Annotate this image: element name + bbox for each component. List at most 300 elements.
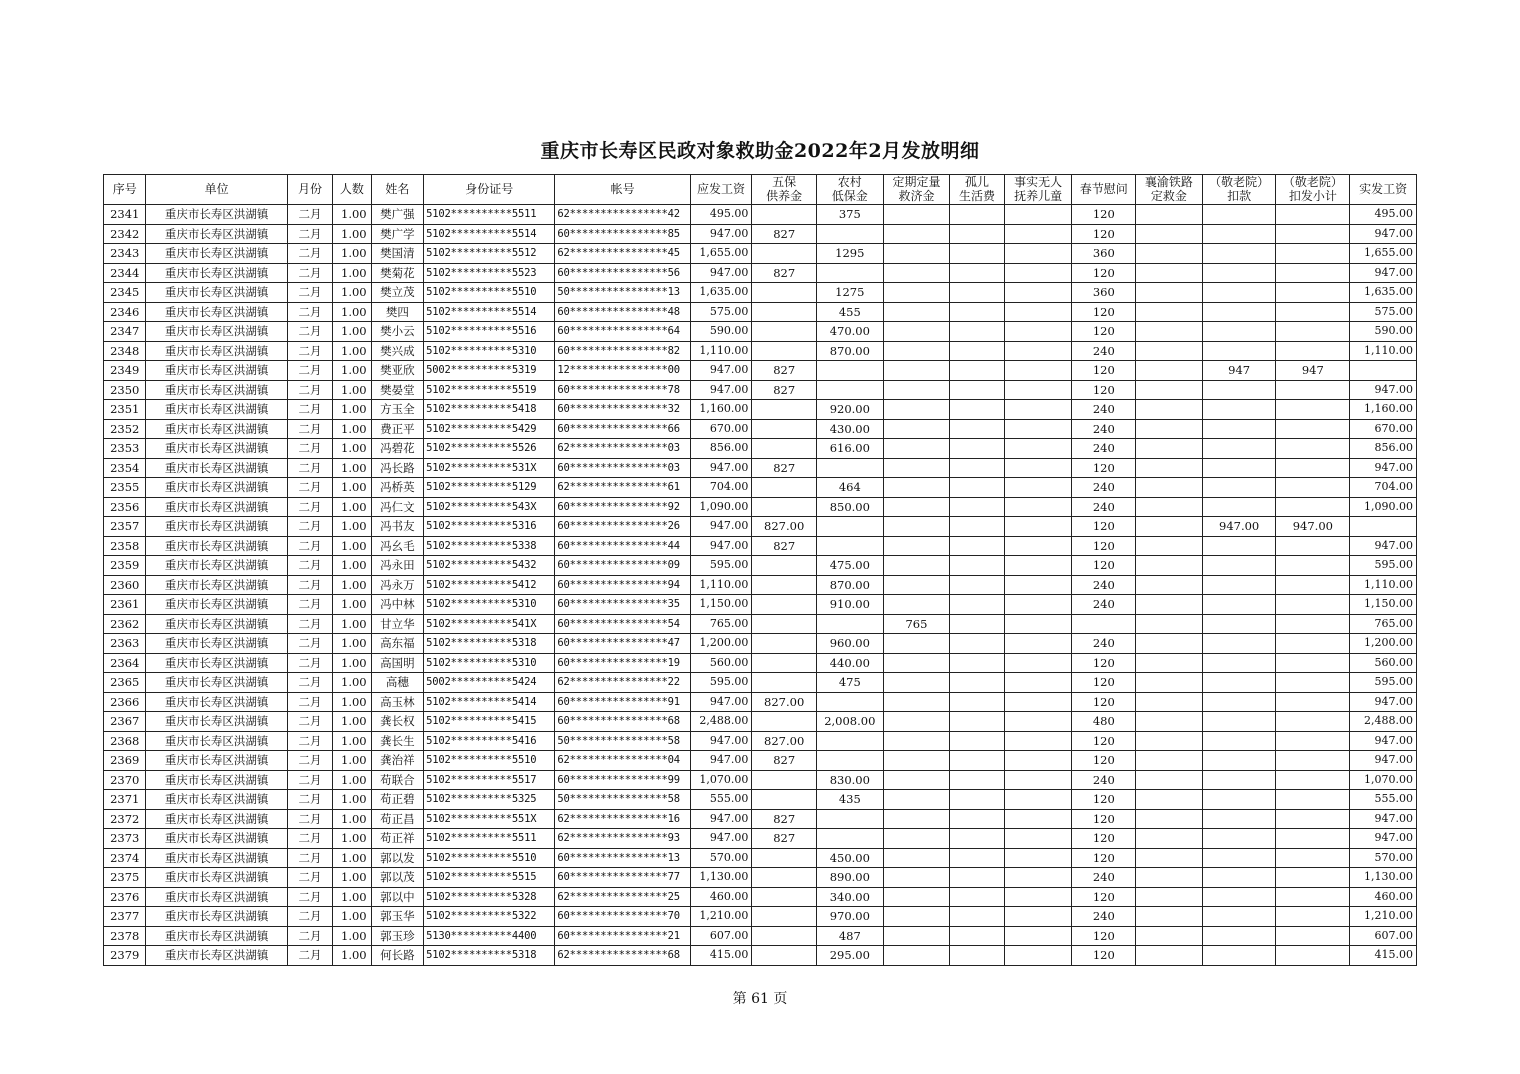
table-cell: 120 bbox=[1072, 653, 1136, 673]
table-cell bbox=[816, 224, 883, 244]
table-cell: 5102**********5523 bbox=[424, 263, 555, 283]
table-cell bbox=[1004, 907, 1072, 927]
table-cell: 616.00 bbox=[816, 439, 883, 459]
table-cell: 1.00 bbox=[333, 595, 371, 615]
table-cell bbox=[816, 692, 883, 712]
table-cell: 1,090.00 bbox=[1350, 497, 1417, 517]
table-cell bbox=[1202, 244, 1276, 264]
table-cell: 2343 bbox=[104, 244, 146, 264]
table-cell: 冯书友 bbox=[371, 517, 424, 537]
table-cell: 2363 bbox=[104, 634, 146, 654]
table-cell bbox=[883, 302, 950, 322]
table-cell: 二月 bbox=[287, 946, 332, 966]
table-cell bbox=[752, 907, 817, 927]
table-cell: 1.00 bbox=[333, 205, 371, 225]
table-cell: 947.00 bbox=[1350, 751, 1417, 771]
table-cell bbox=[950, 770, 1005, 790]
table-cell: 5130**********4400 bbox=[424, 926, 555, 946]
table-cell bbox=[1004, 692, 1072, 712]
table-cell: 二月 bbox=[287, 536, 332, 556]
table-cell bbox=[1004, 283, 1072, 303]
table-cell: 苟正昌 bbox=[371, 809, 424, 829]
table-cell: 冯永万 bbox=[371, 575, 424, 595]
table-cell: 415.00 bbox=[1350, 946, 1417, 966]
table-cell: 重庆市长寿区洪湖镇 bbox=[146, 848, 287, 868]
table-cell: 827 bbox=[752, 458, 817, 478]
table-cell: 重庆市长寿区洪湖镇 bbox=[146, 946, 287, 966]
table-cell bbox=[1004, 926, 1072, 946]
table-cell: 5102**********5310 bbox=[424, 653, 555, 673]
table-cell: 1,130.00 bbox=[1350, 868, 1417, 888]
table-cell bbox=[1202, 458, 1276, 478]
table-cell: 1,200.00 bbox=[1350, 634, 1417, 654]
table-cell bbox=[1276, 829, 1350, 849]
table-cell: 1.00 bbox=[333, 848, 371, 868]
table-cell: 二月 bbox=[287, 205, 332, 225]
table-cell: 1.00 bbox=[333, 400, 371, 420]
table-cell: 947.00 bbox=[1350, 829, 1417, 849]
table-cell bbox=[1202, 224, 1276, 244]
table-cell: 595.00 bbox=[690, 556, 752, 576]
table-cell: 704.00 bbox=[690, 478, 752, 498]
table-cell bbox=[1276, 283, 1350, 303]
table-cell bbox=[1276, 751, 1350, 771]
table-cell: 1.00 bbox=[333, 809, 371, 829]
table-cell bbox=[950, 380, 1005, 400]
table-cell bbox=[752, 614, 817, 634]
table-cell: 1.00 bbox=[333, 907, 371, 927]
table-cell: 590.00 bbox=[1350, 322, 1417, 342]
table-cell bbox=[1202, 653, 1276, 673]
table-cell bbox=[1136, 439, 1203, 459]
table-cell: 1.00 bbox=[333, 361, 371, 381]
table-cell bbox=[1136, 829, 1203, 849]
table-cell: 60****************82 bbox=[555, 341, 690, 361]
table-row bbox=[104, 907, 1417, 927]
table-cell: 二月 bbox=[287, 497, 332, 517]
table-row bbox=[104, 595, 1417, 615]
table-cell: 120 bbox=[1072, 946, 1136, 966]
table-cell: 二月 bbox=[287, 380, 332, 400]
table-cell: 二月 bbox=[287, 790, 332, 810]
table-cell bbox=[752, 868, 817, 888]
table-cell: 2365 bbox=[104, 673, 146, 693]
table-cell bbox=[1004, 263, 1072, 283]
table-cell bbox=[1004, 614, 1072, 634]
table-cell bbox=[1136, 458, 1203, 478]
table-row bbox=[104, 887, 1417, 907]
table-cell: 重庆市长寿区洪湖镇 bbox=[146, 283, 287, 303]
table-cell: 二月 bbox=[287, 731, 332, 751]
table-cell: 60****************70 bbox=[555, 907, 690, 927]
table-cell bbox=[1202, 946, 1276, 966]
table-cell: 2,488.00 bbox=[690, 712, 752, 732]
table-cell bbox=[1136, 497, 1203, 517]
column-header: 人数 bbox=[333, 175, 371, 205]
table-cell: 947.00 bbox=[690, 263, 752, 283]
table-cell: 60****************78 bbox=[555, 380, 690, 400]
table-cell: 415.00 bbox=[690, 946, 752, 966]
table-cell bbox=[1004, 400, 1072, 420]
table-cell: 二月 bbox=[287, 868, 332, 888]
table-cell: 二月 bbox=[287, 478, 332, 498]
column-header: 事实无人 抚养儿童 bbox=[1004, 175, 1072, 205]
table-cell: 2358 bbox=[104, 536, 146, 556]
table-row bbox=[104, 848, 1417, 868]
table-cell: 947 bbox=[1276, 361, 1350, 381]
table-cell bbox=[1202, 263, 1276, 283]
table-cell: 5102**********5517 bbox=[424, 770, 555, 790]
table-cell: 冯永田 bbox=[371, 556, 424, 576]
table-cell: 120 bbox=[1072, 458, 1136, 478]
table-cell bbox=[1004, 868, 1072, 888]
table-cell: 947.00 bbox=[1350, 263, 1417, 283]
table-cell: 60****************77 bbox=[555, 868, 690, 888]
table-cell bbox=[1004, 224, 1072, 244]
table-cell bbox=[950, 322, 1005, 342]
table-cell: 二月 bbox=[287, 439, 332, 459]
table-cell: 1,070.00 bbox=[1350, 770, 1417, 790]
table-cell bbox=[1202, 809, 1276, 829]
table-cell: 2351 bbox=[104, 400, 146, 420]
column-header: 五保 供养金 bbox=[752, 175, 817, 205]
table-cell: 5102**********5510 bbox=[424, 848, 555, 868]
table-cell: 435 bbox=[816, 790, 883, 810]
table-cell: 60****************35 bbox=[555, 595, 690, 615]
table-cell: 240 bbox=[1072, 439, 1136, 459]
table-cell: 樊小云 bbox=[371, 322, 424, 342]
table-cell: 670.00 bbox=[690, 419, 752, 439]
table-cell bbox=[1202, 439, 1276, 459]
table-cell bbox=[752, 653, 817, 673]
table-cell bbox=[752, 575, 817, 595]
table-cell bbox=[816, 731, 883, 751]
table-cell: 947.00 bbox=[690, 692, 752, 712]
table-cell: 重庆市长寿区洪湖镇 bbox=[146, 809, 287, 829]
table-cell bbox=[1276, 595, 1350, 615]
table-cell bbox=[1276, 302, 1350, 322]
table-cell: 2361 bbox=[104, 595, 146, 615]
table-cell: 60****************92 bbox=[555, 497, 690, 517]
table-cell bbox=[1202, 770, 1276, 790]
table-cell bbox=[1350, 517, 1417, 537]
table-cell bbox=[950, 887, 1005, 907]
table-cell: 570.00 bbox=[1350, 848, 1417, 868]
table-cell: 重庆市长寿区洪湖镇 bbox=[146, 419, 287, 439]
table-cell: 120 bbox=[1072, 731, 1136, 751]
table-cell bbox=[1202, 322, 1276, 342]
table-cell bbox=[1276, 205, 1350, 225]
table-row bbox=[104, 712, 1417, 732]
table-cell: 樊国清 bbox=[371, 244, 424, 264]
table-cell: 947.00 bbox=[1350, 731, 1417, 751]
table-cell: 910.00 bbox=[816, 595, 883, 615]
table-cell: 二月 bbox=[287, 224, 332, 244]
table-cell: 2362 bbox=[104, 614, 146, 634]
table-cell: 947.00 bbox=[690, 536, 752, 556]
table-row bbox=[104, 946, 1417, 966]
table-row bbox=[104, 536, 1417, 556]
table-cell: 冯长路 bbox=[371, 458, 424, 478]
table-cell: 樊兴成 bbox=[371, 341, 424, 361]
table-cell bbox=[816, 751, 883, 771]
table-cell: 5102**********543X bbox=[424, 497, 555, 517]
table-cell: 2346 bbox=[104, 302, 146, 322]
table-cell: 2366 bbox=[104, 692, 146, 712]
table-cell: 947.00 bbox=[1350, 380, 1417, 400]
table-cell: 重庆市长寿区洪湖镇 bbox=[146, 361, 287, 381]
table-cell: 重庆市长寿区洪湖镇 bbox=[146, 907, 287, 927]
table-cell bbox=[883, 653, 950, 673]
table-cell: 827 bbox=[752, 809, 817, 829]
table-cell: 120 bbox=[1072, 829, 1136, 849]
table-cell: 5102**********5310 bbox=[424, 595, 555, 615]
table-cell bbox=[1136, 419, 1203, 439]
table-cell bbox=[1276, 439, 1350, 459]
table-cell: 5102**********5432 bbox=[424, 556, 555, 576]
table-cell bbox=[1276, 244, 1350, 264]
table-cell: 120 bbox=[1072, 224, 1136, 244]
table-cell: 62****************04 bbox=[555, 751, 690, 771]
table-cell bbox=[752, 556, 817, 576]
table-cell bbox=[1202, 829, 1276, 849]
table-cell: 62****************42 bbox=[555, 205, 690, 225]
table-cell: 240 bbox=[1072, 419, 1136, 439]
table-cell: 827 bbox=[752, 263, 817, 283]
table-cell bbox=[752, 322, 817, 342]
table-cell: 1.00 bbox=[333, 673, 371, 693]
table-cell bbox=[950, 614, 1005, 634]
table-cell: 5102**********5418 bbox=[424, 400, 555, 420]
column-header: 襄渝铁路 定救金 bbox=[1136, 175, 1203, 205]
table-cell: 龚治祥 bbox=[371, 751, 424, 771]
table-cell: 1.00 bbox=[333, 536, 371, 556]
table-cell: 2348 bbox=[104, 341, 146, 361]
table-cell: 62****************61 bbox=[555, 478, 690, 498]
table-cell bbox=[950, 926, 1005, 946]
column-header: 应发工资 bbox=[690, 175, 752, 205]
table-row bbox=[104, 751, 1417, 771]
table-cell: 1,110.00 bbox=[1350, 341, 1417, 361]
table-cell: 120 bbox=[1072, 848, 1136, 868]
table-cell bbox=[1276, 887, 1350, 907]
table-cell bbox=[1004, 244, 1072, 264]
table-cell: 5102**********5129 bbox=[424, 478, 555, 498]
table-cell: 二月 bbox=[287, 634, 332, 654]
table-cell bbox=[752, 946, 817, 966]
table-cell: 二月 bbox=[287, 887, 332, 907]
table-cell: 重庆市长寿区洪湖镇 bbox=[146, 887, 287, 907]
table-cell bbox=[816, 361, 883, 381]
table-cell bbox=[950, 946, 1005, 966]
table-cell bbox=[1136, 556, 1203, 576]
table-cell: 60****************44 bbox=[555, 536, 690, 556]
table-cell bbox=[1004, 751, 1072, 771]
table-cell bbox=[950, 361, 1005, 381]
table-cell: 1.00 bbox=[333, 497, 371, 517]
table-cell bbox=[1276, 419, 1350, 439]
table-cell: 595.00 bbox=[1350, 556, 1417, 576]
table-cell: 1,200.00 bbox=[690, 634, 752, 654]
table-cell bbox=[816, 536, 883, 556]
column-header: 身份证号 bbox=[424, 175, 555, 205]
table-cell: 240 bbox=[1072, 634, 1136, 654]
table-cell: 重庆市长寿区洪湖镇 bbox=[146, 439, 287, 459]
table-cell bbox=[1136, 536, 1203, 556]
table-cell bbox=[950, 556, 1005, 576]
table-cell bbox=[1202, 731, 1276, 751]
table-cell: 455 bbox=[816, 302, 883, 322]
table-cell: 2354 bbox=[104, 458, 146, 478]
table-cell: 60****************56 bbox=[555, 263, 690, 283]
table-cell bbox=[1004, 634, 1072, 654]
table-cell: 375 bbox=[816, 205, 883, 225]
table-cell bbox=[950, 575, 1005, 595]
table-row bbox=[104, 770, 1417, 790]
table-cell bbox=[883, 946, 950, 966]
table-cell: 120 bbox=[1072, 322, 1136, 342]
table-cell: 重庆市长寿区洪湖镇 bbox=[146, 205, 287, 225]
table-cell bbox=[1136, 673, 1203, 693]
table-cell: 5102**********5318 bbox=[424, 634, 555, 654]
table-cell bbox=[816, 380, 883, 400]
table-cell: 62****************68 bbox=[555, 946, 690, 966]
table-cell bbox=[883, 322, 950, 342]
column-header: （敬老院） 扣款 bbox=[1202, 175, 1276, 205]
table-cell bbox=[752, 595, 817, 615]
table-cell bbox=[1276, 712, 1350, 732]
table-cell: 62****************22 bbox=[555, 673, 690, 693]
table-cell: 947.00 bbox=[690, 458, 752, 478]
table-cell bbox=[1276, 673, 1350, 693]
table-cell bbox=[1202, 868, 1276, 888]
table-cell: 樊四 bbox=[371, 302, 424, 322]
table-cell bbox=[752, 283, 817, 303]
table-cell: 62****************03 bbox=[555, 439, 690, 459]
table-cell bbox=[1004, 829, 1072, 849]
table-row bbox=[104, 478, 1417, 498]
table-cell: 二月 bbox=[287, 809, 332, 829]
table-cell: 1.00 bbox=[333, 322, 371, 342]
table-cell bbox=[950, 731, 1005, 751]
table-row bbox=[104, 517, 1417, 537]
table-cell: 重庆市长寿区洪湖镇 bbox=[146, 263, 287, 283]
table-cell: 5102**********5519 bbox=[424, 380, 555, 400]
table-cell bbox=[883, 712, 950, 732]
table-cell bbox=[883, 205, 950, 225]
table-cell bbox=[1136, 283, 1203, 303]
table-row bbox=[104, 361, 1417, 381]
table-cell: 1.00 bbox=[333, 887, 371, 907]
table-cell: 827 bbox=[752, 536, 817, 556]
table-cell bbox=[752, 712, 817, 732]
table-cell bbox=[752, 302, 817, 322]
column-header: 单位 bbox=[146, 175, 287, 205]
table-cell: 二月 bbox=[287, 302, 332, 322]
table-cell bbox=[883, 809, 950, 829]
table-cell bbox=[1136, 322, 1203, 342]
table-cell bbox=[752, 887, 817, 907]
table-cell: 龚长权 bbox=[371, 712, 424, 732]
table-cell bbox=[1136, 361, 1203, 381]
table-cell: 2371 bbox=[104, 790, 146, 810]
table-cell: 60****************85 bbox=[555, 224, 690, 244]
table-cell: 重庆市长寿区洪湖镇 bbox=[146, 731, 287, 751]
table-cell bbox=[1004, 770, 1072, 790]
table-cell: 1.00 bbox=[333, 302, 371, 322]
table-cell: 2341 bbox=[104, 205, 146, 225]
table-cell: 1.00 bbox=[333, 614, 371, 634]
table-cell: 1,070.00 bbox=[690, 770, 752, 790]
table-cell: 240 bbox=[1072, 341, 1136, 361]
table-cell bbox=[950, 907, 1005, 927]
table-cell bbox=[1276, 731, 1350, 751]
table-cell bbox=[883, 439, 950, 459]
table-cell: 1.00 bbox=[333, 439, 371, 459]
table-cell: 1.00 bbox=[333, 458, 371, 478]
table-cell: 240 bbox=[1072, 770, 1136, 790]
table-cell: 1.00 bbox=[333, 692, 371, 712]
table-cell: 樊广强 bbox=[371, 205, 424, 225]
table-cell: 856.00 bbox=[1350, 439, 1417, 459]
table-cell bbox=[752, 205, 817, 225]
table-cell bbox=[1276, 400, 1350, 420]
table-cell bbox=[1136, 380, 1203, 400]
table-cell bbox=[950, 536, 1005, 556]
table-cell: 5102**********5328 bbox=[424, 887, 555, 907]
table-cell: 947 bbox=[1202, 361, 1276, 381]
table-cell bbox=[883, 478, 950, 498]
table-cell bbox=[950, 419, 1005, 439]
table-cell: 1.00 bbox=[333, 634, 371, 654]
table-cell: 5102**********5514 bbox=[424, 302, 555, 322]
table-cell: 高国明 bbox=[371, 653, 424, 673]
table-cell: 2377 bbox=[104, 907, 146, 927]
table-cell bbox=[883, 751, 950, 771]
table-cell: 60****************66 bbox=[555, 419, 690, 439]
table-cell bbox=[1276, 614, 1350, 634]
table-cell: 1,210.00 bbox=[690, 907, 752, 927]
table-cell bbox=[1202, 887, 1276, 907]
table-cell: 947.00 bbox=[1350, 692, 1417, 712]
table-cell: 470.00 bbox=[816, 322, 883, 342]
table-cell bbox=[1136, 809, 1203, 829]
table-cell: 560.00 bbox=[1350, 653, 1417, 673]
table-cell bbox=[883, 829, 950, 849]
column-header: 定期定量 救济金 bbox=[883, 175, 950, 205]
table-cell: 1,090.00 bbox=[690, 497, 752, 517]
table-cell: 樊晏堂 bbox=[371, 380, 424, 400]
table-cell: 856.00 bbox=[690, 439, 752, 459]
table-cell bbox=[1202, 536, 1276, 556]
table-cell: 5102**********5516 bbox=[424, 322, 555, 342]
table-cell bbox=[816, 829, 883, 849]
table-cell: 郭以茂 bbox=[371, 868, 424, 888]
table-cell bbox=[752, 848, 817, 868]
table-cell: 120 bbox=[1072, 380, 1136, 400]
table-cell: 1.00 bbox=[333, 926, 371, 946]
table-cell bbox=[1202, 614, 1276, 634]
table-cell: 120 bbox=[1072, 790, 1136, 810]
column-header: 姓名 bbox=[371, 175, 424, 205]
table-row bbox=[104, 439, 1417, 459]
table-cell: 重庆市长寿区洪湖镇 bbox=[146, 478, 287, 498]
table-cell bbox=[1004, 458, 1072, 478]
table-cell: 450.00 bbox=[816, 848, 883, 868]
table-cell bbox=[883, 848, 950, 868]
table-cell: 1,150.00 bbox=[1350, 595, 1417, 615]
table-cell bbox=[1276, 653, 1350, 673]
